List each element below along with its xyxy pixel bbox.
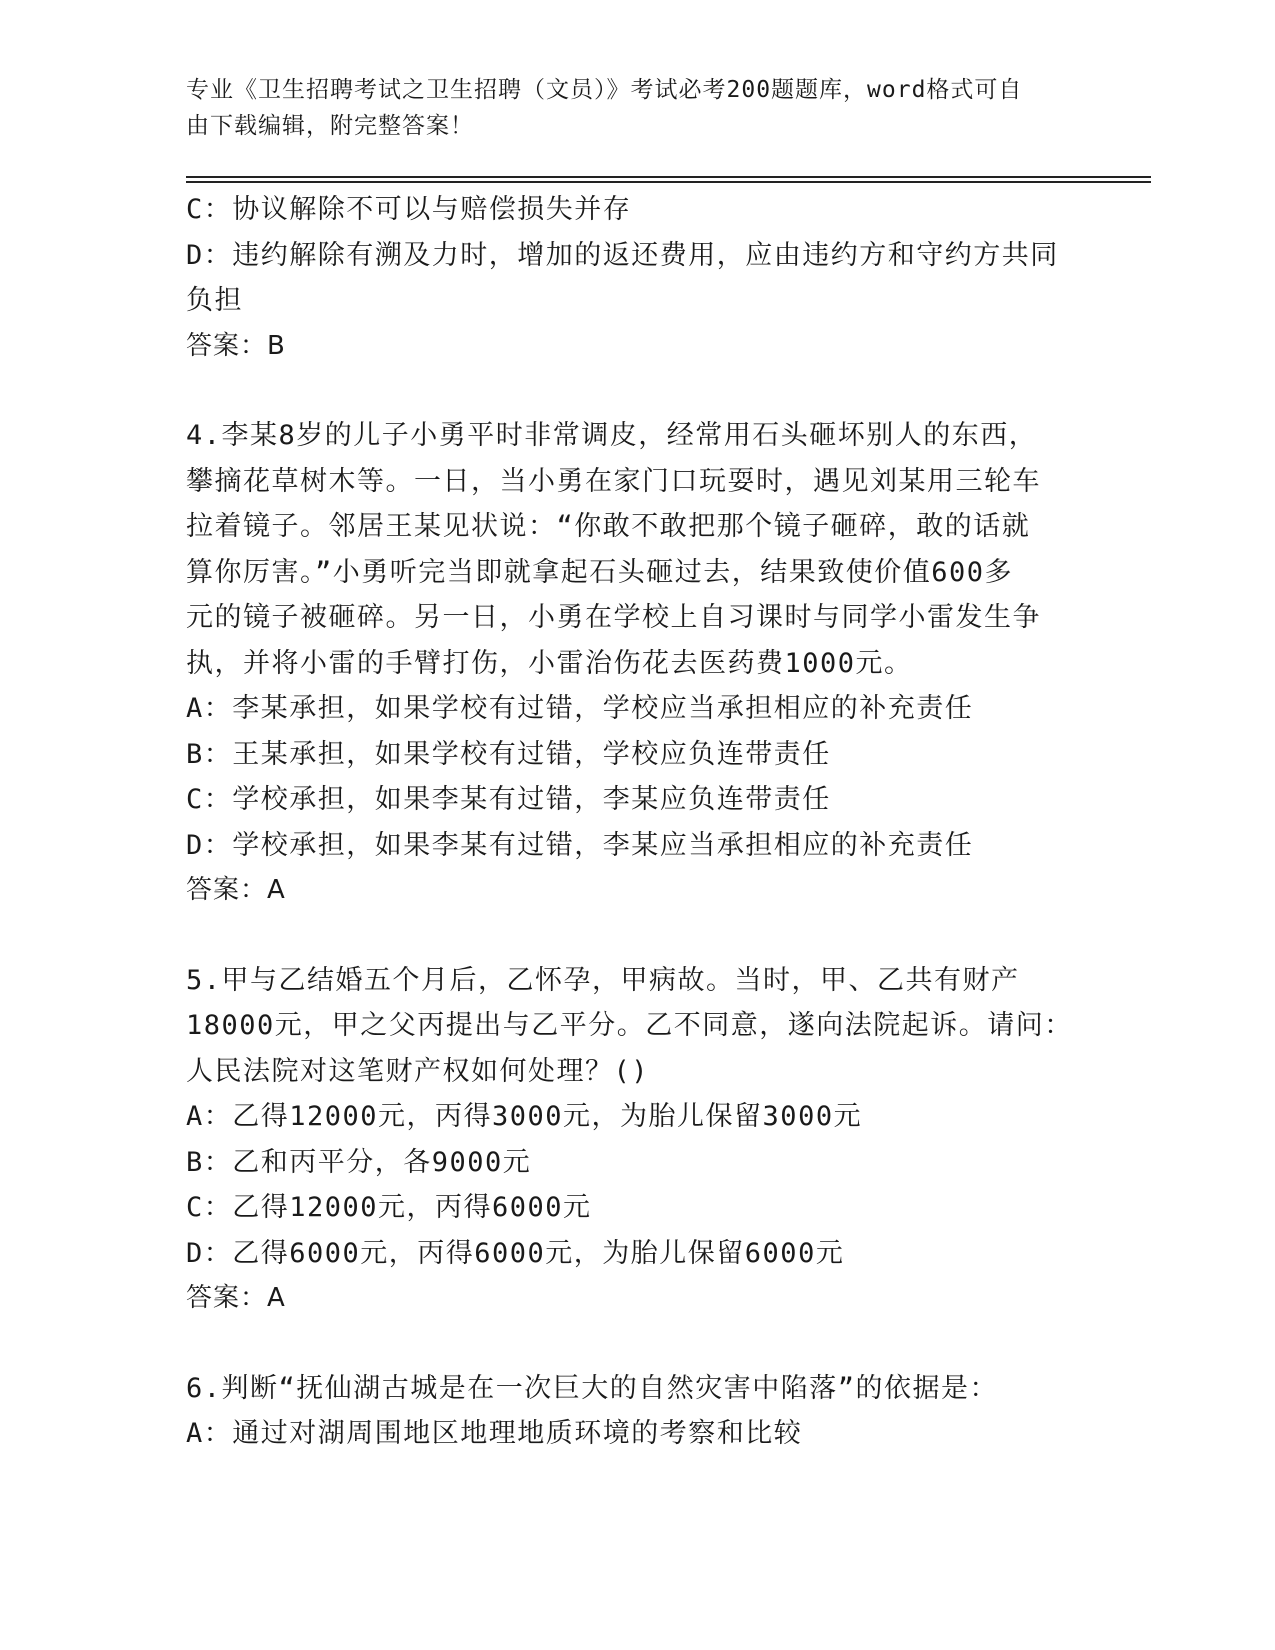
question-text-line: 18000元，甲之父丙提出与乙平分。乙不同意，遂向法院起诉。请问： [186, 1010, 1073, 1041]
header-rule-top [186, 176, 1151, 178]
question-text-line: 4.李某8岁的儿子小勇平时非常调皮，经常用石头砸坏别人的东西， [186, 420, 1038, 451]
question-text-line: 拉着镜子。邻居王某见状说：“你敢不敢把那个镜子砸碎，敢的话就 [186, 511, 1031, 542]
option-a: A：通过对湖周围地区地理地质环境的考察和比较 [186, 1418, 803, 1449]
document-body [186, 187, 1086, 1457]
option-c: C：协议解除不可以与赔偿损失并存 [186, 194, 632, 225]
question-text-line: 算你厉害。”小勇听完当即就拿起石头砸过去，结果致使价值600多 [186, 556, 1014, 588]
question-text-line: 攀摘花草树木等。一日，当小勇在家门口玩耍时，遇见刘某用三轮车 [186, 465, 1041, 497]
option-d-continued: 负担 [186, 285, 243, 316]
option-b: B：乙和丙平分，各9000元 [186, 1146, 532, 1178]
question-text-line: 5.甲与乙结婚五个月后，乙怀孕，甲病故。当时，甲、乙共有财产 [186, 964, 1020, 996]
question-block-5 [186, 958, 1086, 1322]
question-block-6 [186, 1366, 1086, 1457]
option-c: C：学校承担，如果李某有过错，李某应负连带责任 [186, 784, 831, 815]
option-b: B：王某承担，如果学校有过错，学校应负连带责任 [186, 738, 831, 770]
question-block-3 [186, 187, 1086, 369]
answer: 答案：B [186, 330, 286, 361]
option-a: A：乙得12000元，丙得3000元，为胎儿保留3000元 [186, 1101, 863, 1132]
header-line-1: 专业《卫生招聘考试之卫生招聘（文员）》考试必考200题题库，word格式可自 [186, 77, 1023, 103]
question-text-line: 执，并将小雷的手臂打伤，小雷治伤花去医药费1000元。 [186, 647, 913, 679]
option-c: C：乙得12000元，丙得6000元 [186, 1192, 592, 1223]
question-block-4 [186, 413, 1086, 914]
question-text-line: 人民法院对这笔财产权如何处理？() [186, 1055, 650, 1087]
question-text-line: 元的镜子被砸碎。另一日，小勇在学校上自习课时与同学小雷发生争 [186, 602, 1041, 633]
document-header [186, 72, 1066, 144]
header-line-2: 由下载编辑，附完整答案！ [186, 113, 474, 139]
option-d: D：违约解除有溯及力时，增加的返还费用，应由违约方和守约方共同 [186, 239, 1059, 271]
question-text-line: 6.判断“抚仙湖古城是在一次巨大的自然灾害中陷落”的依据是： [186, 1372, 999, 1404]
option-d: D：学校承担，如果李某有过错，李某应当承担相应的补充责任 [186, 829, 974, 861]
option-a: A：李某承担，如果学校有过错，学校应当承担相应的补充责任 [186, 693, 974, 724]
answer: 答案：A [186, 875, 286, 905]
answer: 答案：A [186, 1283, 286, 1313]
header-rule-bottom [186, 181, 1151, 183]
option-d: D：乙得6000元，丙得6000元，为胎儿保留6000元 [186, 1237, 845, 1269]
